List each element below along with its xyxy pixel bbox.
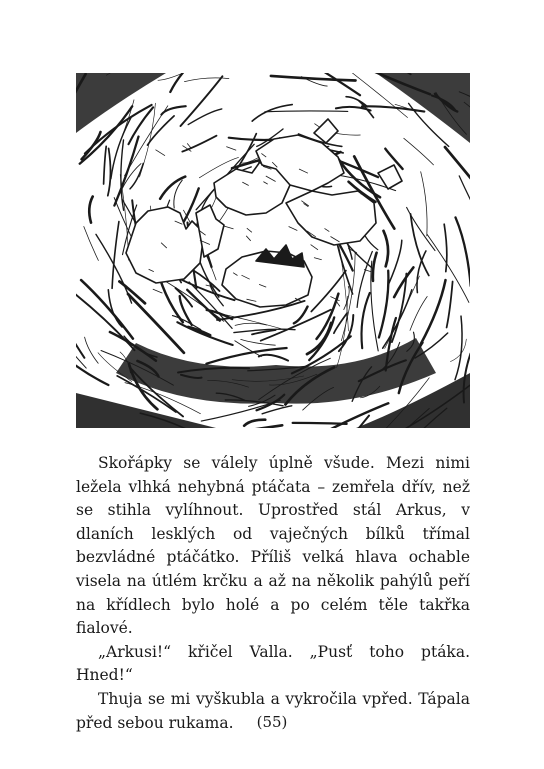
nest-illustration (76, 73, 470, 428)
page-number: (55) (256, 713, 288, 731)
paragraph-thuja: Thuja se mi vyškubla a vykročila vpřed. Tápala před sebou rukama. (76, 689, 470, 732)
nest-illustration-drawing (76, 73, 470, 428)
story-text (76, 452, 470, 735)
paragraph-arkus-shout: „Arkusi!“ křičel Valla. „Pusť toho ptáka. Hned!“ (76, 642, 470, 685)
paragraph-shells: Skořápky se válely úplně všude. Mezi nimi ležela vlhká nehybná ptáčata – zemřela dřív, než se stihla vylíhnout. Uprostřed stál Arkus, v dlaních lesklých od vaječných bílků třímal bezvládné ptáčátko. Příliš velká hlava ochable visela na útlém krčku a až na několik pahýlů peří na křídlech bylo holé a po celém těle takřka fialové. (76, 454, 470, 638)
